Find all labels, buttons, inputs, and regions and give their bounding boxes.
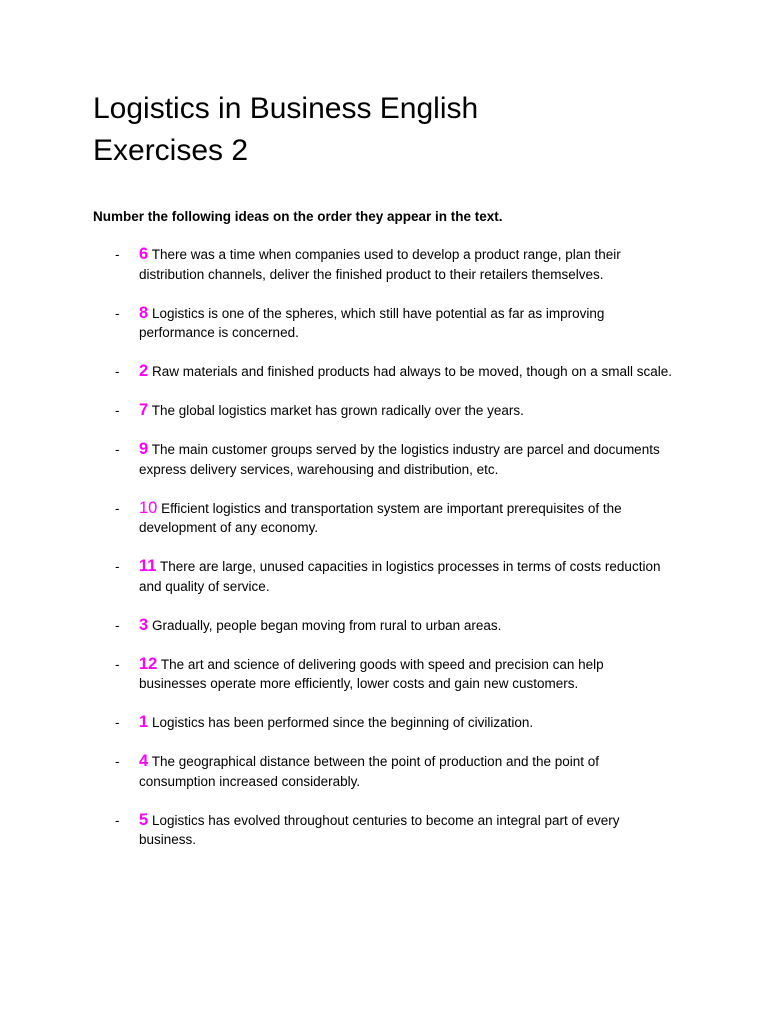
- bullet-dash: -: [115, 559, 120, 574]
- list-item: [93, 245, 673, 284]
- order-number: 12: [139, 654, 158, 673]
- bullet-dash: -: [115, 403, 120, 418]
- idea-text: Logistics is one of the spheres, which still have potential as far as improving performance is concerned.: [139, 305, 605, 340]
- idea-text: Raw materials and finished products had always to be moved, though on a small scale.: [151, 364, 672, 379]
- bullet-dash: -: [115, 617, 120, 633]
- order-number: 10: [139, 498, 158, 517]
- order-number: 7: [139, 401, 149, 419]
- order-number: 1: [139, 713, 149, 731]
- idea-text: The main customer groups served by the logistics industry are parcel and documents express delivery services, warehousing and distribution, etc.: [139, 442, 660, 477]
- document-title: Logistics in Business English Exercises 2: [93, 92, 479, 167]
- order-number: 6: [139, 245, 149, 263]
- bullet-dash: -: [115, 715, 120, 730]
- idea-text: There was a time when companies used to develop a product range, plan their distribution channels, deliver the finished product to their retailers themselves.: [139, 247, 621, 282]
- bullet-dash: -: [115, 442, 120, 457]
- idea-text: Logistics has evolved throughout centuries to become an integral part of every business.: [139, 812, 620, 847]
- bullet-dash: -: [115, 247, 120, 262]
- order-number: 8: [139, 303, 149, 322]
- idea-text: Logistics has been performed since the beginning of civilization.: [151, 715, 534, 730]
- order-number: 4: [139, 752, 149, 770]
- idea-text: Efficient logistics and transportation system are important prerequisites of the development of any economy.: [139, 500, 622, 535]
- list-item: [93, 616, 673, 636]
- list-item: [93, 811, 673, 850]
- list-item: [93, 499, 673, 538]
- bullet-dash: -: [115, 754, 120, 769]
- idea-text: Gradually, people began moving from rural to urban areas.: [151, 617, 502, 633]
- bullet-dash: -: [115, 656, 120, 672]
- list-item: [93, 713, 673, 733]
- list-item: [93, 362, 673, 382]
- order-number: 11: [139, 557, 157, 575]
- idea-text: The art and science of delivering goods with speed and precision can help businesses operate more efficiently, lower costs and gain new customers.: [139, 656, 604, 691]
- idea-text: There are large, unused capacities in logistics processes in terms of costs reduction and quality of service.: [139, 559, 661, 594]
- order-number: 9: [139, 440, 149, 458]
- order-number: 2: [139, 362, 149, 380]
- ideas-list: [93, 245, 673, 869]
- bullet-dash: -: [115, 812, 120, 828]
- exercise-instruction: Number the following ideas on the order they appear in the text.: [93, 209, 503, 224]
- idea-text: The geographical distance between the point of production and the point of consumption increased considerably.: [139, 754, 600, 789]
- list-item: [93, 401, 673, 421]
- bullet-dash: -: [115, 364, 120, 379]
- bullet-dash: -: [115, 305, 120, 321]
- document-page: [93, 88, 673, 847]
- order-number: 5: [139, 810, 149, 829]
- list-item: [93, 304, 673, 343]
- list-item: [93, 557, 673, 596]
- list-item: [93, 440, 673, 479]
- bullet-dash: -: [115, 500, 120, 516]
- order-number: 3: [139, 615, 149, 634]
- list-item: [93, 655, 673, 694]
- list-item: [93, 752, 673, 791]
- idea-text: The global logistics market has grown radically over the years.: [151, 403, 524, 418]
